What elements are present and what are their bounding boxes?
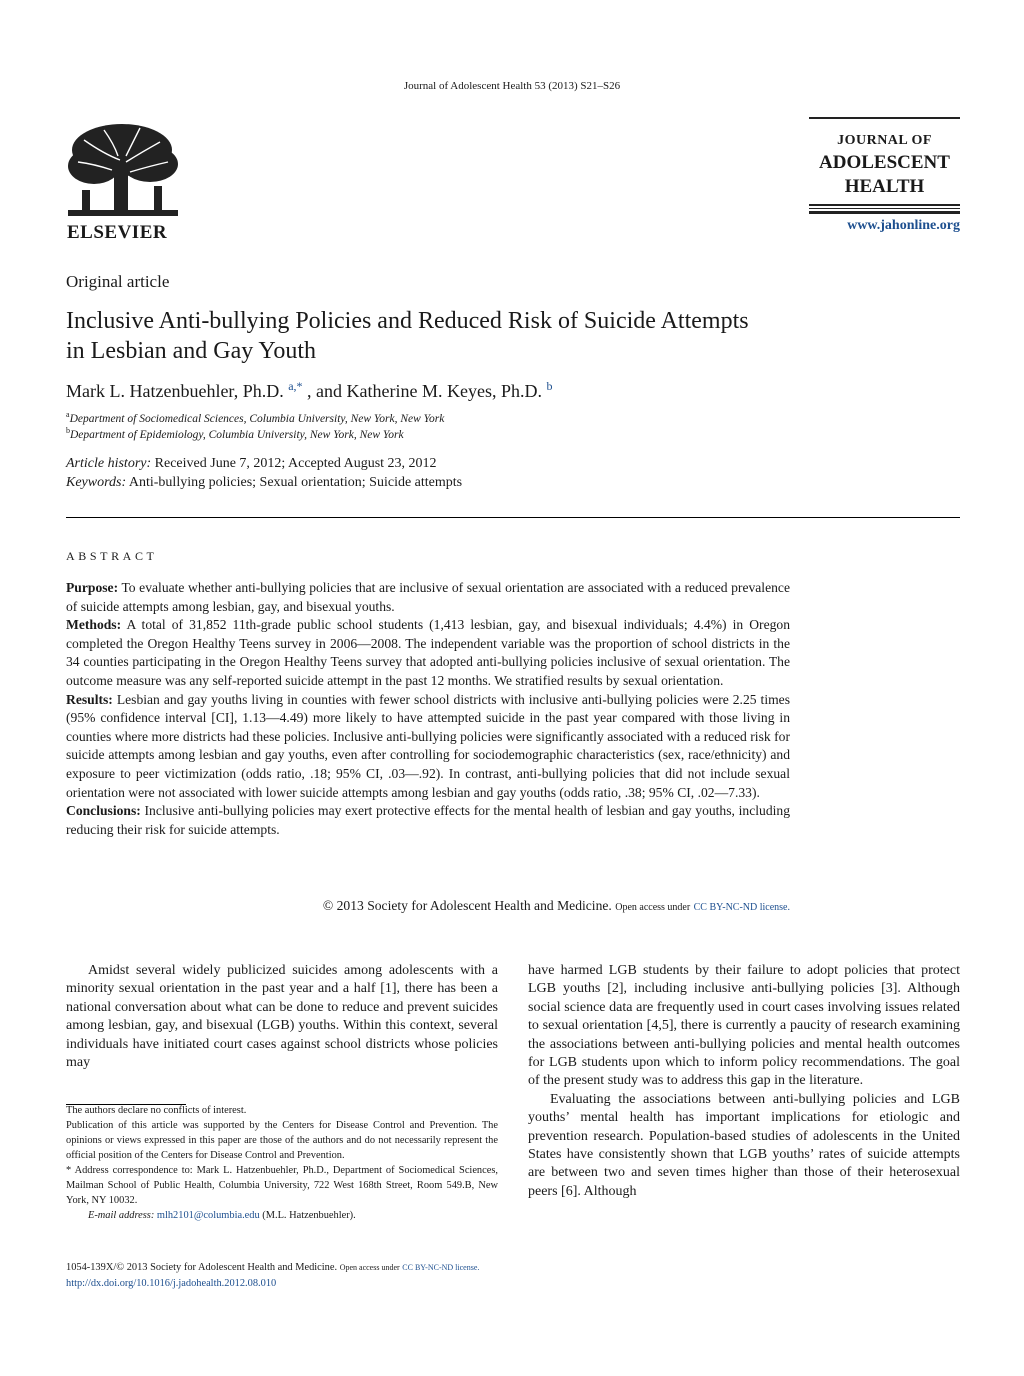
conclusions-label: Conclusions: [66, 803, 141, 819]
issn-text: 1054-139X/© 2013 Society for Adolescent Health and Medicine. [66, 1262, 338, 1273]
body-paragraph-2: have harmed LGB students by their failure to adopt policies that protect LGB youths [2], including inclusive anti-bullying policies [3]. Although social science data are frequently used in court cases involving issues related to sexual orientation [4,5], there is currently a paucity of research examining the associations between anti-bullying policies and mental health outcomes for LGB students upon which to inform policy recommendations. The goal of the present study was to address this gap in the literature. [528, 963, 960, 1089]
open-access-label: Open access under [615, 902, 691, 913]
body-column-left [66, 962, 498, 1072]
history-text: Received June 7, 2012; Accepted August 23, 2012 [151, 456, 437, 471]
copyright-text: © 2013 Society for Adolescent Health and Medicine. [322, 898, 612, 913]
footer-license-link[interactable]: CC BY-NC-ND license. [402, 1263, 480, 1272]
footnote-funding: Publication of this article was supported by the Centers for Disease Control and Prevention. The opinions or views expressed in this paper are those of the authors and do not necessarily represent the official position of the Centers for Disease Control and Prevention. [66, 1120, 498, 1161]
header-divider [66, 517, 960, 518]
keywords-text: Anti-bullying policies; Sexual orientation; Suicide attempts [126, 475, 463, 490]
affiliation-a [66, 410, 444, 425]
affiliation-b-text: Department of Epidemiology, Columbia University, New York, New York [70, 428, 404, 441]
license-link[interactable]: CC BY-NC-ND license. [693, 902, 790, 913]
footnote-conflicts: The authors declare no conflicts of interest. [66, 1105, 247, 1116]
masthead-rule-1 [809, 204, 960, 206]
history-label: Article history: [66, 456, 152, 471]
conclusions-text: Inclusive anti-bullying policies may exert protective effects for the mental health of lesbian and gay youths, including reducing their risk for suicide attempts. [66, 803, 790, 837]
results-label: Results: [66, 691, 113, 707]
affiliation-b-marker: b [66, 426, 70, 435]
author-1-affiliation-marker[interactable]: a,* [288, 379, 303, 393]
purpose-text: To evaluate whether anti-bullying policies that are inclusive of sexual orientation are associated with a reduced prevalence of suicide attempts among lesbian, gay, and bisexual youths. [66, 580, 790, 614]
body-paragraph-1: Amidst several widely publicized suicides among adolescents with a minority sexual orientation in the past year and a half [1], there has been a national conversation about what can be done to reduce and prevent suicides among lesbian, gay, and bisexual (LGB) youths. Within this context, several individuals have initiated court cases against school districts whose policies may [66, 963, 498, 1071]
title-line-1: Inclusive Anti-bullying Policies and Reduced Risk of Suicide Attempts [66, 308, 749, 334]
title-line-2: in Lesbian and Gay Youth [66, 338, 316, 364]
abstract-body [66, 579, 790, 839]
abstract-purpose [66, 579, 790, 616]
footnote-correspondence: * Address correspondence to: Mark L. Hatzenbuehler, Ph.D., Department of Sociomedical Sciences, Mailman School of Public Health, Columbia University, 722 West 168th Street, Room 549.B, New York, NY 10032. [66, 1165, 498, 1206]
affiliation-a-text: Department of Sociomedical Sciences, Columbia University, New York, New York [69, 412, 445, 425]
masthead-rule-3 [809, 211, 960, 214]
abstract-heading: ABSTRACT [66, 549, 158, 563]
abstract-results [66, 691, 790, 803]
purpose-label: Purpose: [66, 580, 119, 595]
author-list [66, 379, 553, 402]
author-name-1[interactable]: Mark L. Hatzenbuehler, Ph.D. [66, 381, 284, 401]
email-label: E-mail address: [88, 1210, 155, 1221]
email-suffix: (M.L. Hatzenbuehler). [259, 1210, 356, 1221]
elsevier-wordmark: ELSEVIER [67, 222, 168, 243]
author-2-affiliation-marker[interactable]: b [546, 379, 553, 393]
abstract-copyright [66, 898, 790, 914]
keywords-label: Keywords: [66, 475, 127, 490]
email-link[interactable]: mlh2101@columbia.edu [156, 1210, 260, 1221]
footer-open-access-label: Open access under [339, 1263, 400, 1272]
abstract-methods [66, 616, 790, 690]
article-history [66, 456, 437, 472]
affiliation-b [66, 426, 404, 441]
footnotes [66, 1103, 498, 1223]
abstract-conclusions [66, 802, 790, 839]
methods-label: Methods: [66, 617, 122, 633]
body-paragraph-3: Evaluating the associations between anti-bullying policies and LGB youths’ mental health has important implications for etiologic and prevention research. Population-based studies of adolescents in the United States have consistently shown that LGB youths’ rates of suicide attempts are between two and seven times higher than those of their heterosexual peers [6]. Although [528, 1091, 960, 1199]
results-text: Lesbian and gay youths living in counties with fewer school districts with inclusive anti-bullying policies were 2.25 times (95% confidence interval [CI], 1.13—4.49) more likely to have attempted suicide in the past year compared with those living in counties where more districts had these policies. Inclusive anti-bullying policies were significantly associated with a reduced risk for suicide attempts among lesbian and gay youths, even after controlling for sociodemographic characteristics (sex, race/ethnicity) and exposure to peer victimization (odds ratio, .18; 95% CI, .03—.92). In contrast, anti-bullying policies that did not include sexual orientation were not associated with lower suicide attempts among lesbian and gay youths (odds ratio, .38; 95% CI, .02—7.33). [66, 691, 790, 800]
footnote-email [66, 1208, 498, 1223]
doi-link[interactable]: http://dx.doi.org/10.1016/j.jadohealth.2012.08.010 [66, 1278, 277, 1289]
journal-reference: Journal of Adolescent Health 53 (2013) S21–S26 [403, 80, 621, 92]
keywords [66, 475, 462, 491]
journal-name-line2: ADOLESCENT [819, 152, 950, 173]
body-column-right [528, 962, 960, 1201]
masthead-rule-2 [809, 208, 960, 209]
masthead-rule-top [809, 117, 960, 119]
footer-issn [66, 1262, 479, 1273]
article-type: Original article [66, 272, 170, 291]
journal-name-line1: JOURNAL OF [837, 133, 932, 148]
journal-url-link[interactable]: www.jahonline.org [847, 218, 960, 233]
affiliation-a-marker: a [66, 410, 70, 419]
journal-name-line3: HEALTH [844, 176, 925, 197]
article-title [66, 306, 916, 366]
methods-text: A total of 31,852 11th-grade public school students (1,413 lesbian, gay, and bisexual individuals; 4.4%) in Oregon completed the Oregon Healthy Teens survey in 2006—2008. The independent variable was the proportion of school districts in the 34 counties participating in the Oregon Healthy Teens survey that adopted anti-bullying policies inclusive of sexual orientation. The outcome measure was any self-reported suicide attempt in the past 12 months. We stratified results by sexual orientation. [66, 617, 790, 688]
author-connector: , and Katherine M. Keyes, Ph.D. [307, 381, 542, 401]
